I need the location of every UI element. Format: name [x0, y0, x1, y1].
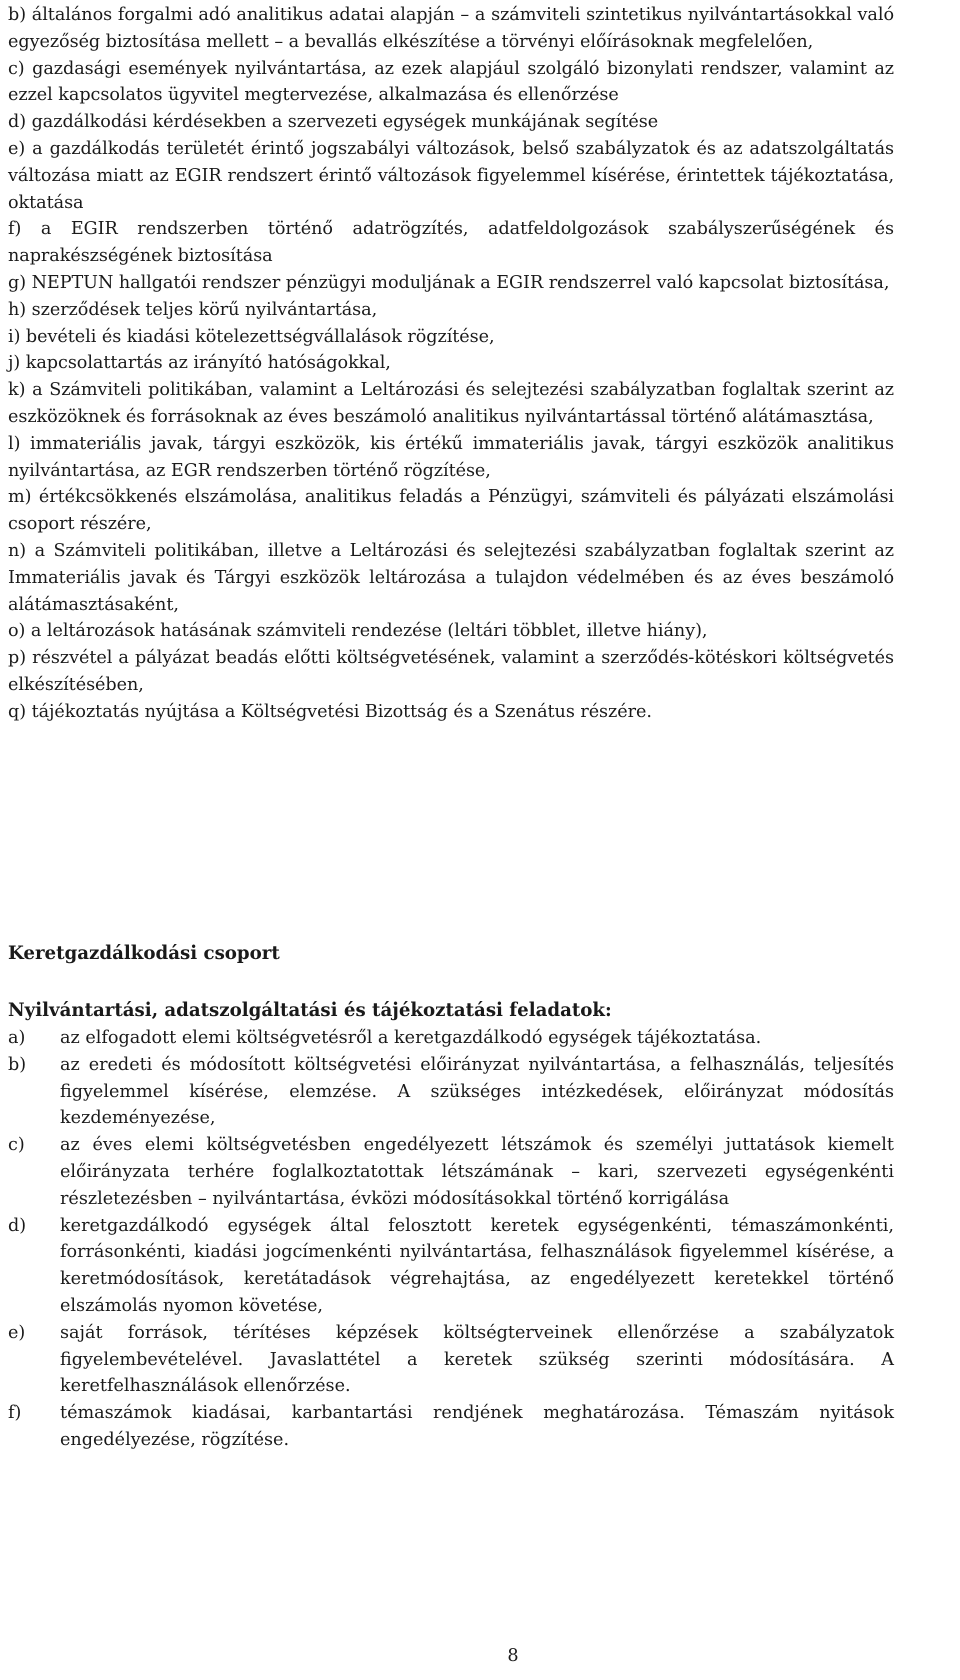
list-marker: a): [8, 1028, 26, 1048]
list-marker: e): [8, 1322, 26, 1343]
list-item: f) a EGIR rendszerben történő adatrögzítés, adatfeldolgozások szabályszerűségének és naprakészségének biztosítása: [8, 219, 894, 267]
list-item-text: témaszámok kiadásai, karbantartási rendjének meghatározása. Témaszám nyitások engedélyezése, rögzítése.: [60, 1403, 894, 1450]
list-item: c) gazdasági események nyilvántartása, az ezek alapjául szolgáló bizonylati rendszer, valamint az ezzel kapcsolatos ügyvitel megtervezése, alkalmazása és ellenőrzése: [8, 58, 894, 106]
subsection-heading: Nyilvántartási, adatszolgáltatási és tájékoztatási feladatok:: [8, 1000, 612, 1021]
list-item: d) gazdálkodási kérdésekben a szervezeti egységek munkájának segítése: [8, 112, 659, 133]
list-item-text: az eredeti és módosított költségvetési előirányzat nyilvántartása, a felhasználás, teljesítés figyelemmel kísérése, elemzése. A szükséges intézkedések, előirányzat módosítás kezdeményezése,: [60, 1054, 894, 1129]
list-item: [8, 1052, 894, 1132]
list-marker: c): [8, 1135, 25, 1156]
list-item: [8, 1132, 894, 1212]
list-item: n) a Számviteli politikában, illetve a Leltározási és selejtezési szabályzatban foglaltak szerint az Immateriális javak és Tárgyi eszközök leltározása a tulajdon védelmében és az éves beszámoló alátámasztásaként,: [8, 540, 894, 615]
list-item: [8, 1025, 894, 1052]
list-item: e) a gazdálkodás területét érintő jogszabályi változások, belső szabályzatok és az adatszolgáltatás változása miatt az EGIR rendszert érintő változások figyelemmel kísérése, érintettek tájékoztatása, oktatása: [8, 138, 894, 213]
list-item: p) részvétel a pályázat beadás előtti költségvetésének, valamint a szerződés-kötéskori költségvetés elkészítésében,: [8, 648, 894, 695]
list-item: q) tájékoztatás nyújtása a Költségvetési Bizottság és a Szenátus részére.: [8, 701, 652, 722]
list-item: [8, 1213, 894, 1320]
list-item-text: az elfogadott elemi költségvetésről a keretgazdálkodó egységek tájékoztatása.: [60, 1028, 762, 1048]
list-marker: f): [8, 1403, 22, 1424]
list-item: i) bevételi és kiadási kötelezettségvállalások rögzítése,: [8, 326, 495, 347]
list-item-text: keretgazdálkodó egységek által felosztott keretek egységenkénti, témaszámonkénti, forrásonkénti, kiadási jogcímenkénti nyilvántartása, felhasználások figyelemmel kísérése, a keretmódosítások, keretátadások végrehajtása, az engedélyezett keretekkel történő elszámolás nyomon követése,: [60, 1215, 894, 1316]
task-list-continued: [8, 2, 894, 726]
page-number: 8: [507, 1646, 519, 1666]
list-item: l) immateriális javak, tárgyi eszközök, kis értékű immateriális javak, tárgyi eszközök analitikus nyilvántartása, az EGR rendszerben történő rögzítése,: [8, 433, 894, 481]
list-item: k) a Számviteli politikában, valamint a Leltározási és selejtezési szabályzatban foglaltak szerint az eszközöknek és forrásoknak az éves beszámoló analitikus nyilvántartással történő alátámasztása,: [8, 380, 894, 427]
section-heading: Keretgazdálkodási csoport: [8, 943, 280, 964]
list-item: [8, 1400, 894, 1454]
list-item: m) értékcsökkenés elszámolása, analitikus feladás a Pénzügyi, számviteli és pályázati elszámolási csoport részére,: [8, 487, 894, 535]
list-marker: d): [8, 1215, 27, 1236]
list-marker: b): [8, 1054, 27, 1075]
list-item: b) általános forgalmi adó analitikus adatai alapján – a számviteli szintetikus nyilvántartásokkal való egyezőség biztosítása mellett – a bevallás elkészítése a törvényi előírásoknak megfelelően,: [8, 5, 894, 52]
list-item: g) NEPTUN hallgatói rendszer pénzügyi moduljának a EGIR rendszerrel való kapcsolat biztosítása,: [8, 272, 890, 293]
list-item: o) a leltározások hatásának számviteli rendezése (leltári többlet, illetve hiány),: [8, 621, 708, 642]
list-item: h) szerződések teljes körű nyilvántartása,: [8, 299, 378, 320]
list-item: j) kapcsolattartás az irányító hatóságokkal,: [8, 353, 391, 374]
list-item: [8, 1320, 894, 1400]
task-list: [8, 1025, 894, 1454]
list-item-text: az éves elemi költségvetésben engedélyezett létszámok és személyi juttatások kiemelt előirányzata terhére foglalkoztatottak létszámának – kari, szervezeti egységenkénti részletezésben – nyilvántartása, évközi módosításokkal történő korrigálása: [60, 1135, 894, 1209]
list-item-text: saját források, térítéses képzések költségterveinek ellenőrzése a szabályzatok figyelembevételével. Javaslattétel a keretek szükség szerinti módosítására. A keretfelhasználások ellenőrzése.: [60, 1322, 894, 1397]
